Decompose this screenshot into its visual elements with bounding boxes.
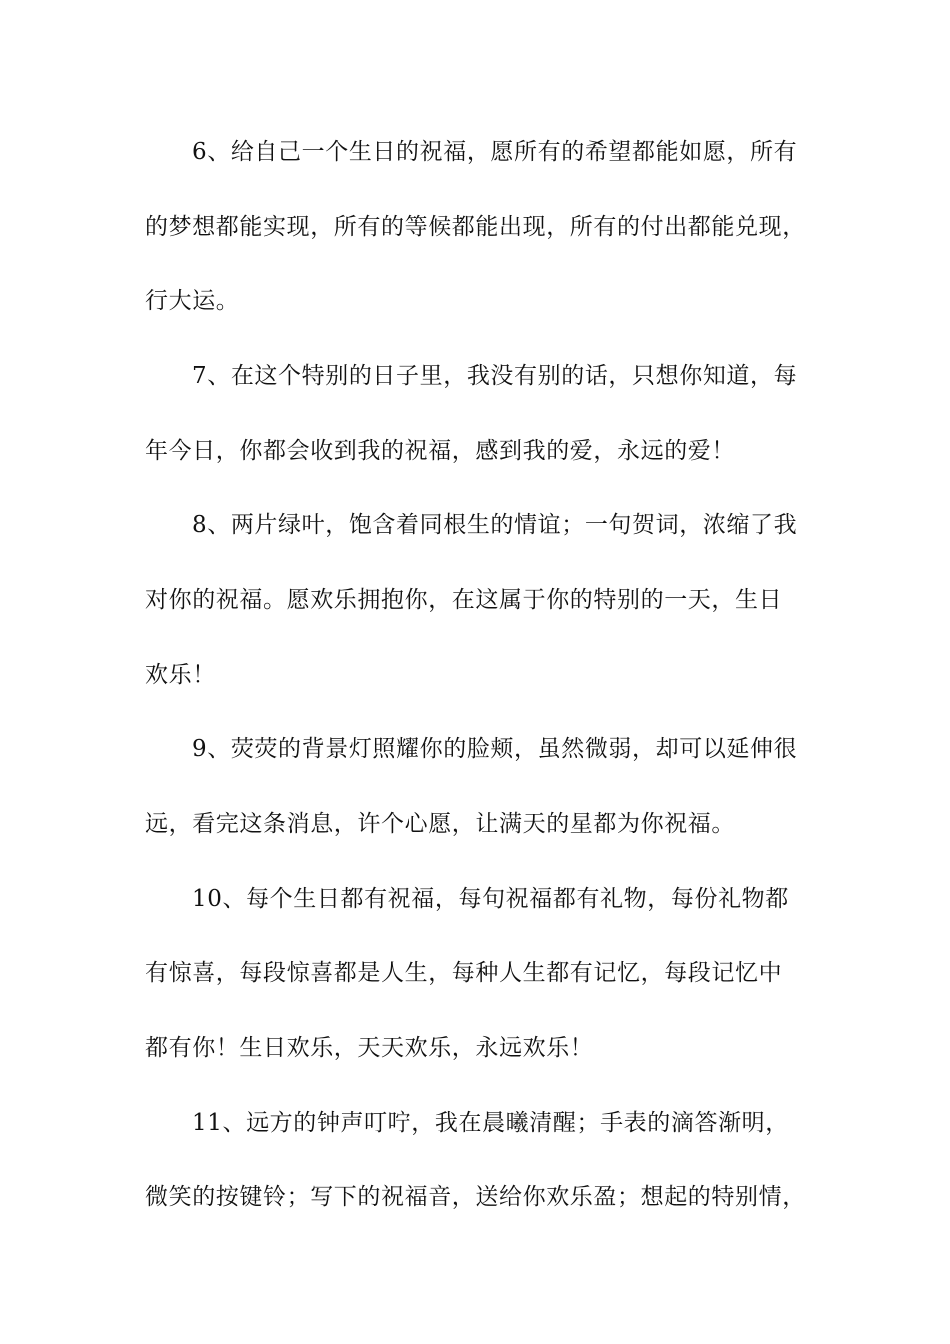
paragraph-8-line-3: 欢乐！ <box>145 662 216 688</box>
paragraph-9-line-2: 远，看完这条消息，许个心愿，让满天的星都为你祝福。 <box>145 811 735 837</box>
paragraph-9-line-1: 9、荧荧的背景灯照耀你的脸颊，虽然微弱，却可以延伸很 <box>192 736 798 762</box>
paragraph-7-line-1: 7、在这个特别的日子里，我没有别的话，只想你知道，每 <box>192 363 798 389</box>
paragraph-6-line-1: 6、给自己一个生日的祝福，愿所有的希望都能如愿，所有 <box>192 139 798 165</box>
paragraph-11-line-1: 11、远方的钟声叮咛，我在晨曦清醒；手表的滴答渐明， <box>192 1110 789 1136</box>
paragraph-10-line-1: 10、每个生日都有祝福，每句祝福都有礼物，每份礼物都 <box>192 886 789 912</box>
paragraph-10-line-3: 都有你！生日欢乐，天天欢乐，永远欢乐！ <box>145 1035 594 1061</box>
paragraph-8-line-1: 8、两片绿叶，饱含着同根生的情谊；一句贺词，浓缩了我 <box>192 512 798 538</box>
paragraph-11-line-2: 微笑的按键铃；写下的祝福音，送给你欢乐盈；想起的特别情， <box>145 1184 806 1210</box>
paragraph-8-line-2: 对你的祝福。愿欢乐拥抱你，在这属于你的特别的一天，生日 <box>145 587 783 613</box>
paragraph-7-line-2: 年今日，你都会收到我的祝福，感到我的爱，永远的爱！ <box>145 438 735 464</box>
paragraph-10-line-2: 有惊喜，每段惊喜都是人生，每种人生都有记忆，每段记忆中 <box>145 960 783 986</box>
paragraph-6-line-2: 的梦想都能实现，所有的等候都能出现，所有的付出都能兑现， <box>145 214 806 240</box>
paragraph-6-line-3: 行大运。 <box>145 288 240 314</box>
